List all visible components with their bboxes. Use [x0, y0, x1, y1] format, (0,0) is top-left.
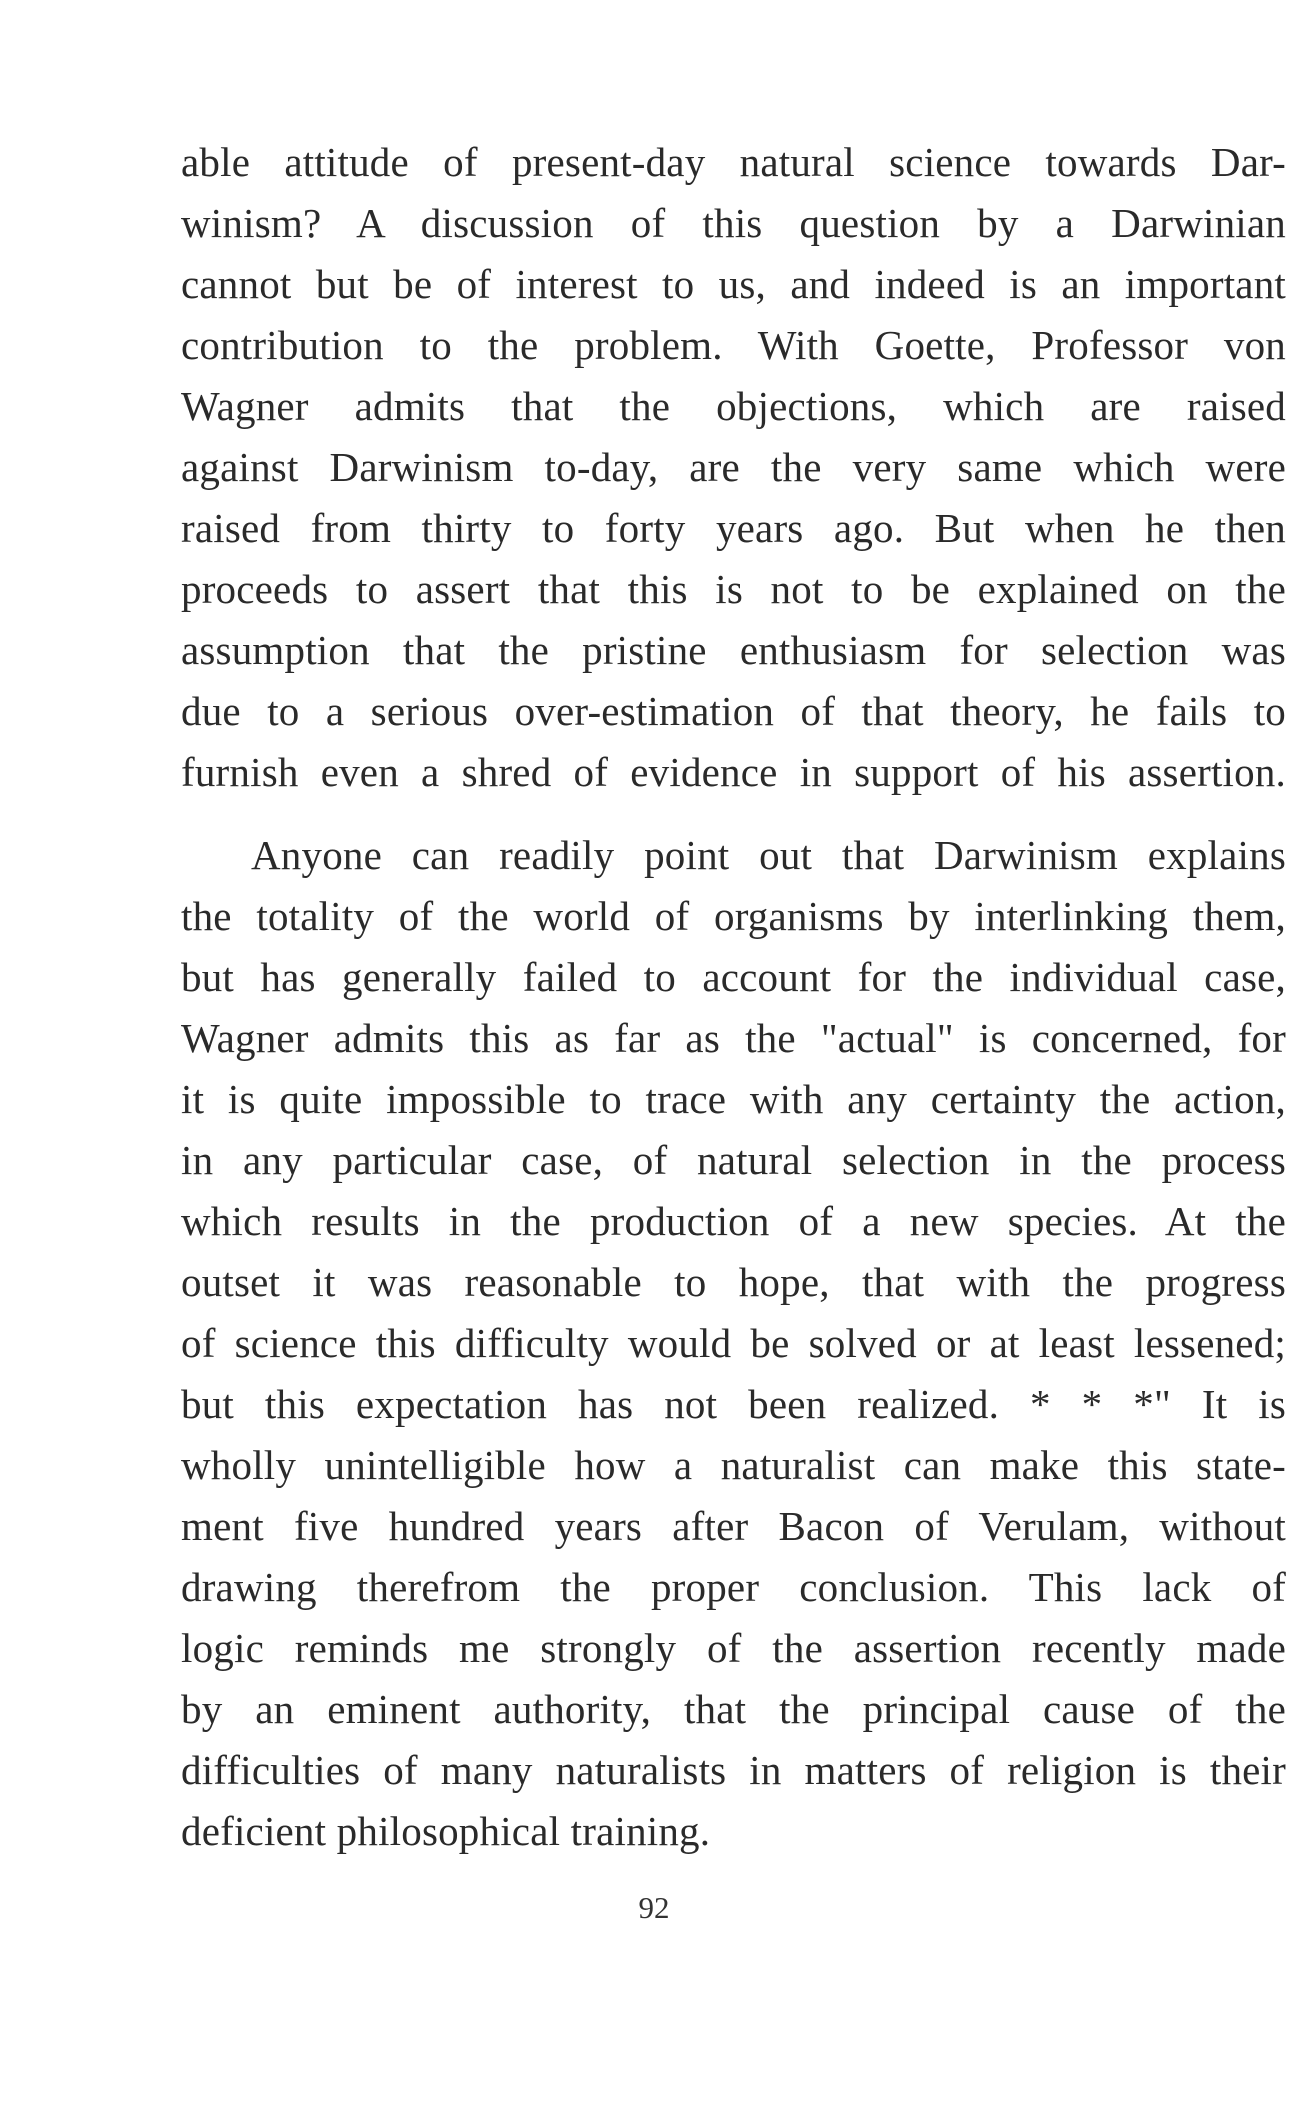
text-line: ment five hundred years after Bacon of Verulam, without [181, 1503, 1286, 1549]
text-line: by an eminent authority, that the principal cause of the [181, 1686, 1286, 1732]
text-line: cannot but be of interest to us, and indeed is an important [181, 261, 1286, 307]
text-line: assumption that the pristine enthusiasm for selection was [181, 627, 1286, 673]
text-line: but this expectation has not been realized. * * *" It is [181, 1381, 1286, 1427]
text-line: outset it was reasonable to hope, that with the progress [181, 1259, 1286, 1305]
text-line: raised from thirty to forty years ago. But when he then [181, 505, 1286, 551]
text-line: furnish even a shred of evidence in support of his assertion. [181, 749, 1286, 795]
text-line: of science this difficulty would be solved or at least lessened; [181, 1320, 1286, 1366]
text-line: but has generally failed to account for the individual case, [181, 954, 1286, 1000]
text-line: the totality of the world of organisms by interlinking them, [181, 893, 1286, 939]
text-line: winism? A discussion of this question by a Darwinian [181, 200, 1286, 246]
text-line: able attitude of present-day natural science towards Dar- [181, 139, 1286, 185]
text-line: logic reminds me strongly of the assertion recently made [181, 1625, 1286, 1671]
text-line: it is quite impossible to trace with any certainty the action, [181, 1076, 1286, 1122]
text-line: contribution to the problem. With Goette, Professor von [181, 322, 1286, 368]
text-line: which results in the production of a new species. At the [181, 1198, 1286, 1244]
text-line: wholly unintelligible how a naturalist can make this state- [181, 1442, 1286, 1488]
text-line: against Darwinism to-day, are the very same which were [181, 444, 1286, 490]
text-line: drawing therefrom the proper conclusion. This lack of [181, 1564, 1286, 1610]
text-line: Wagner admits that the objections, which are raised [181, 383, 1286, 429]
text-line: in any particular case, of natural selection in the process [181, 1137, 1286, 1183]
text-line: proceeds to assert that this is not to be explained on the [181, 566, 1286, 612]
page-number: 92 [638, 1890, 670, 1925]
text-line: deficient philosophical training. [181, 1808, 711, 1854]
text-line: Anyone can readily point out that Darwinism explains [251, 832, 1286, 878]
text-line: due to a serious over-estimation of that theory, he fails to [181, 688, 1286, 734]
text-line: Wagner admits this as far as the "actual" is concerned, for [181, 1015, 1286, 1061]
text-line: difficulties of many naturalists in matters of religion is their [181, 1747, 1286, 1793]
